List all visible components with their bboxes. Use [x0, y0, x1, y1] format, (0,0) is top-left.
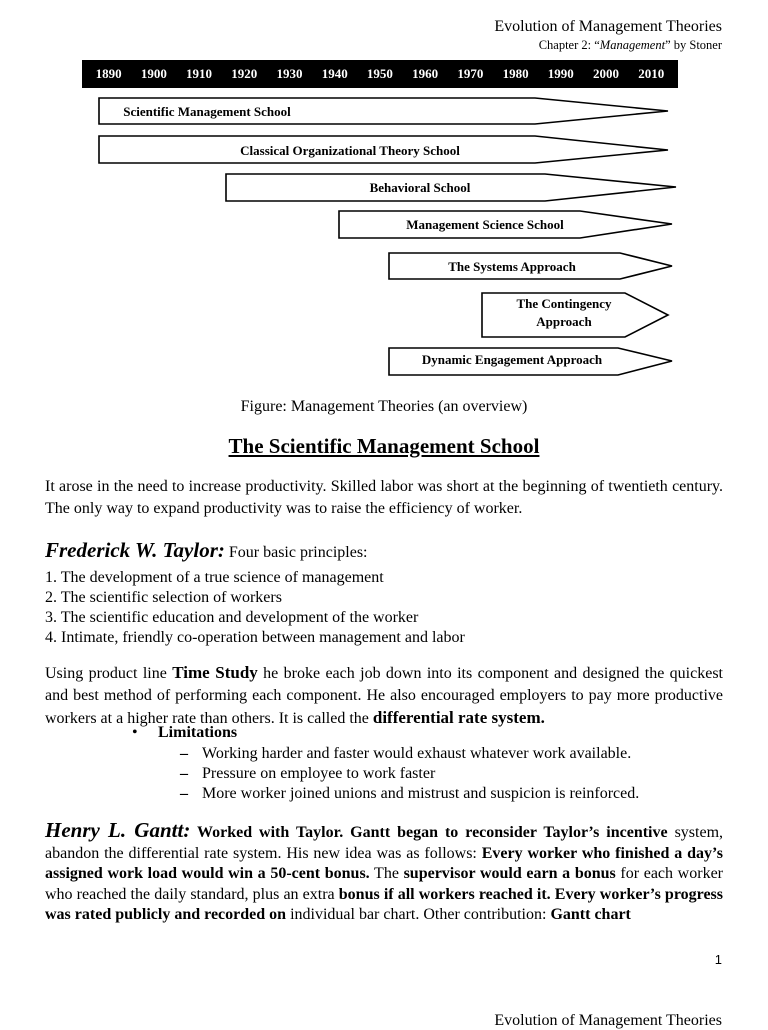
- differential-rate-term: differential rate system.: [372, 708, 545, 727]
- time-study-term: Time Study: [172, 663, 258, 682]
- year-1970: 1970: [457, 66, 484, 81]
- time-study-text-a: Using product line: [45, 665, 173, 682]
- limitations-heading: [132, 724, 237, 742]
- taylor-heading: [45, 538, 368, 563]
- year-1910: 1910: [186, 66, 213, 81]
- gantt-text: Worked with Taylor. Gantt began to reconsider Taylor’s incentive: [190, 824, 668, 841]
- section-title: The Scientific Management School: [228, 434, 540, 458]
- label-contingency-line1: The Contingency: [516, 296, 612, 311]
- year-1900: 1900: [140, 66, 167, 81]
- dash-icon: –: [180, 785, 188, 802]
- principle-item: 1. The development of a true science of management: [45, 569, 384, 586]
- chapter-prefix: Chapter 2: “: [538, 38, 600, 52]
- gantt-text: individual bar chart. Other contribution:: [286, 906, 551, 923]
- label-dynamic-engagement: Dynamic Engagement Approach: [421, 352, 603, 367]
- limitations-list: [180, 744, 639, 804]
- time-study-paragraph: [45, 662, 723, 730]
- principle-item: 4. Intimate, friendly co-operation between management and labor: [45, 629, 465, 646]
- label-behavioral: Behavioral School: [369, 180, 471, 195]
- year-2010: 2010: [638, 66, 665, 81]
- year-1980: 1980: [502, 66, 529, 81]
- limitation-text: Pressure on employee to work faster: [202, 765, 436, 782]
- time-study-text-b: he broke each job down into its component and designed the quickest and best method of performing each component. He also encouraged employers to pay more productive workers at a higher rate than others. It is called the: [45, 665, 723, 727]
- header-title: Evolution of Management Theories: [494, 18, 722, 35]
- label-contingency-line2: Approach: [536, 314, 592, 329]
- page-number: 1: [714, 952, 722, 967]
- principle-item: 2. The scientific selection of workers: [45, 589, 282, 606]
- chapter-suffix: ” by Stoner: [665, 38, 722, 52]
- year-1890: 1890: [95, 66, 122, 81]
- principles-list: [45, 568, 465, 648]
- limitation-item: [180, 744, 639, 764]
- gantt-text: system, abandon the differential rate system. His new idea was as follows:: [45, 824, 724, 862]
- year-1960: 1960: [412, 66, 439, 81]
- limitation-text: More worker joined unions and mistrust and suspicion is reinforced.: [202, 785, 640, 802]
- dash-icon: –: [180, 765, 188, 782]
- taylor-lead: Four basic principles:: [224, 544, 368, 561]
- year-1930: 1930: [276, 66, 303, 81]
- label-systems-approach: The Systems Approach: [448, 259, 576, 274]
- gantt-text: bonus if all workers reached it. Every worker’s progress was rated publicly and recorded on: [45, 885, 723, 923]
- limitations-title: Limitations: [158, 724, 238, 741]
- intro-paragraph: It arose in the need to increase productivity. Skilled labor was short at the beginning of twentieth century. The only way to expand productivity was to raise the efficiency of worker.: [45, 478, 723, 517]
- year-1940: 1940: [321, 66, 348, 81]
- school-arrows-diagram: [0, 0, 768, 390]
- dash-icon: –: [180, 745, 188, 762]
- next-page-header: Evolution of Management Theories: [494, 1012, 722, 1029]
- figure-caption: Figure: Management Theories (an overview): [240, 398, 528, 415]
- year-1920: 1920: [231, 66, 258, 81]
- year-2000: 2000: [593, 66, 620, 81]
- label-classical-organizational: Classical Organizational Theory School: [240, 143, 460, 158]
- year-1950: 1950: [366, 66, 393, 81]
- principle-item: 3. The scientific education and development of the worker: [45, 609, 419, 626]
- taylor-name: Frederick W. Taylor:: [45, 538, 225, 562]
- limitation-item: [180, 784, 639, 804]
- gantt-text: The: [369, 865, 404, 882]
- limitation-item: [180, 764, 639, 784]
- chapter-book: Management: [599, 38, 666, 52]
- gantt-name: Henry L. Gantt:: [45, 818, 191, 842]
- label-management-science: Management Science School: [406, 217, 564, 232]
- bullet-icon: •: [132, 724, 138, 741]
- gantt-chart-term: Gantt chart: [550, 906, 631, 923]
- gantt-paragraph: [45, 820, 723, 926]
- year-1990: 1990: [547, 66, 574, 81]
- gantt-text: Every worker who finished a day’s assigned work load would win a 50-cent bonus.: [45, 844, 724, 882]
- gantt-text: supervisor would earn a bonus: [403, 865, 616, 882]
- limitation-text: Working harder and faster would exhaust whatever work available.: [202, 745, 632, 762]
- gantt-text: for each worker who reached the daily standard, plus an extra: [45, 865, 723, 903]
- label-scientific-management: Scientific Management School: [123, 104, 291, 119]
